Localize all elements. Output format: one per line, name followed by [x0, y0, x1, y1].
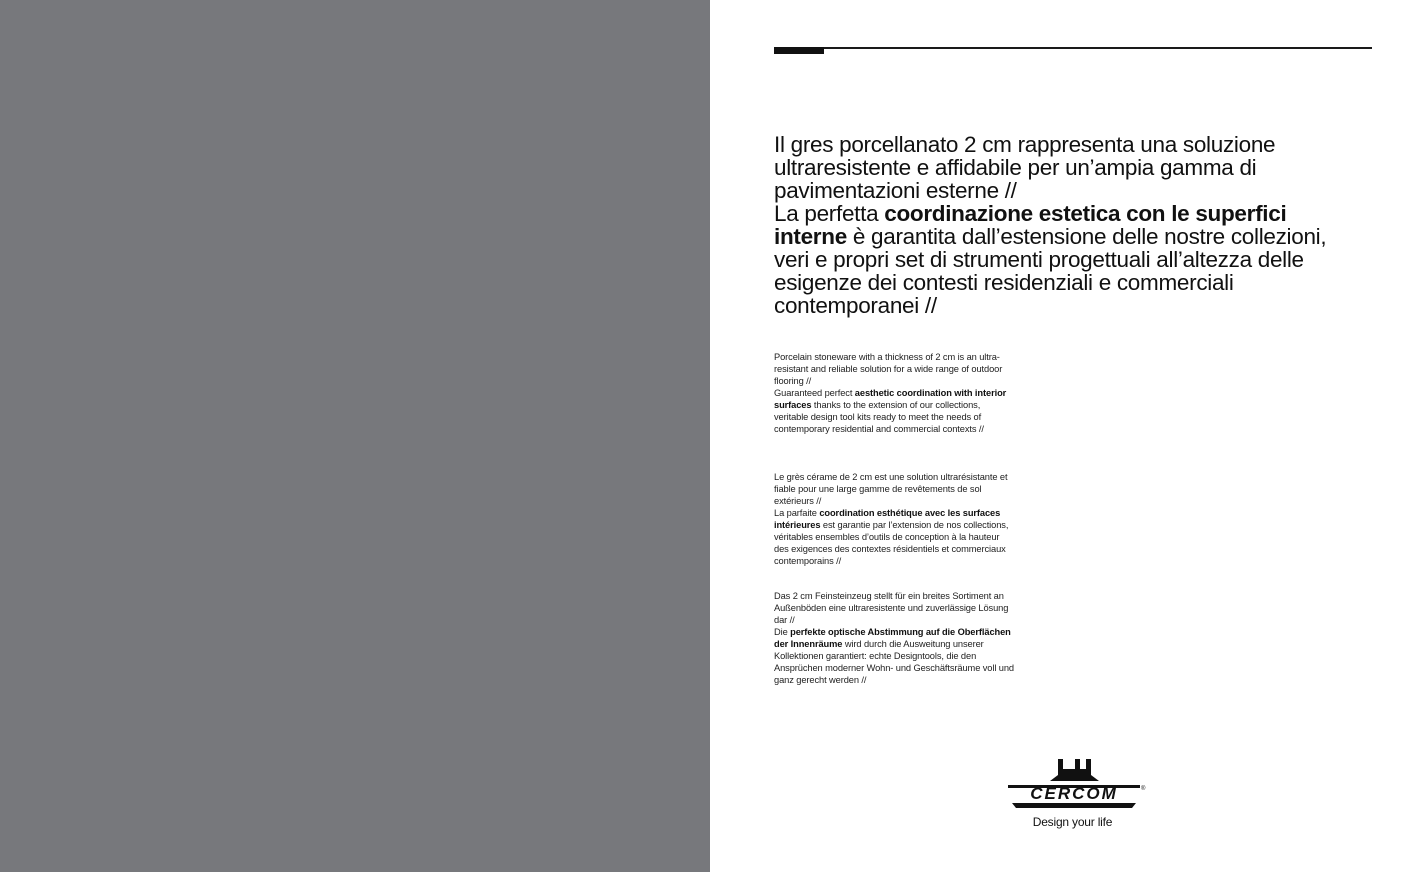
- english-intro: Porcelain stoneware with a thickness of 2 cm is an ultra-resistant and reliable solution for a wide range of outdoor flooring //: [774, 352, 1003, 386]
- german-rest: wird durch die Ausweitung unserer Kollektionen garantiert: echte Designtools, die den Ansprüchen moderner Wohn- und Geschäftsräume voll und ganz gerecht werden //: [774, 639, 1014, 685]
- german-bold: perfekte optische Abstimmung auf die Oberflächen der Innenräume: [774, 627, 1011, 649]
- logo-bottom-bar: [1012, 803, 1136, 808]
- headline-lead: La perfetta: [774, 201, 885, 226]
- english-body: [774, 387, 1014, 435]
- italian-headline: [774, 133, 1334, 317]
- top-rule-accent: [774, 47, 824, 54]
- german-intro: Das 2 cm Feinsteinzeug stellt für ein breites Sortiment an Außenböden eine ultraresistente und zuverlässige Lösung dar //: [774, 591, 1009, 625]
- english-bold: aesthetic coordination with interior surfaces: [774, 388, 1007, 410]
- german-body: [774, 626, 1014, 686]
- french-lead: La parfaite: [774, 508, 820, 518]
- english-rest: thanks to the extension of our collections, veritable design tool kits ready to meet the needs of contemporary residential and commercial contexts //: [774, 400, 984, 434]
- english-text-block: [774, 351, 1014, 435]
- headline-bold: coordinazione estetica con le superfici interne: [774, 201, 1287, 249]
- french-intro: Le grès cérame de 2 cm est une solution ultrarésistante et fiable pour une large gamme de revêtements de sol extérieurs //: [774, 472, 1008, 506]
- cercom-mark-icon: [1050, 759, 1099, 781]
- tagline: Design your life: [1032, 815, 1113, 829]
- german-text-block: [774, 590, 1014, 686]
- logo-wordmark: CERCOM: [1030, 784, 1118, 803]
- french-rest: est garantie par l’extension de nos collections, véritables ensembles d’outils de conception à la hauteur des exigences des contextes résidentiels et commerciaux contemporains //: [774, 520, 1009, 566]
- headline-body: [774, 202, 1334, 317]
- headline-rest: è garantita dall’estensione delle nostre collezioni, veri e propri set di strumenti progettuali all’altezza delle esigenze dei contesti residenziali e commerciali contemporanei //: [774, 224, 1327, 318]
- headline-intro: Il gres porcellanato 2 cm rappresenta una soluzione ultraresistente e affidabile per un’ampia gamma di pavimentazioni esterne //: [774, 132, 1276, 203]
- english-lead: Guaranteed perfect: [774, 388, 855, 398]
- french-bold: coordination esthétique avec les surfaces intérieures: [774, 508, 1001, 530]
- french-text-block: [774, 471, 1014, 567]
- logo-registered: ®: [1141, 786, 1146, 792]
- french-body: [774, 507, 1014, 567]
- top-rule: [774, 47, 1372, 49]
- german-lead: Die: [774, 627, 791, 637]
